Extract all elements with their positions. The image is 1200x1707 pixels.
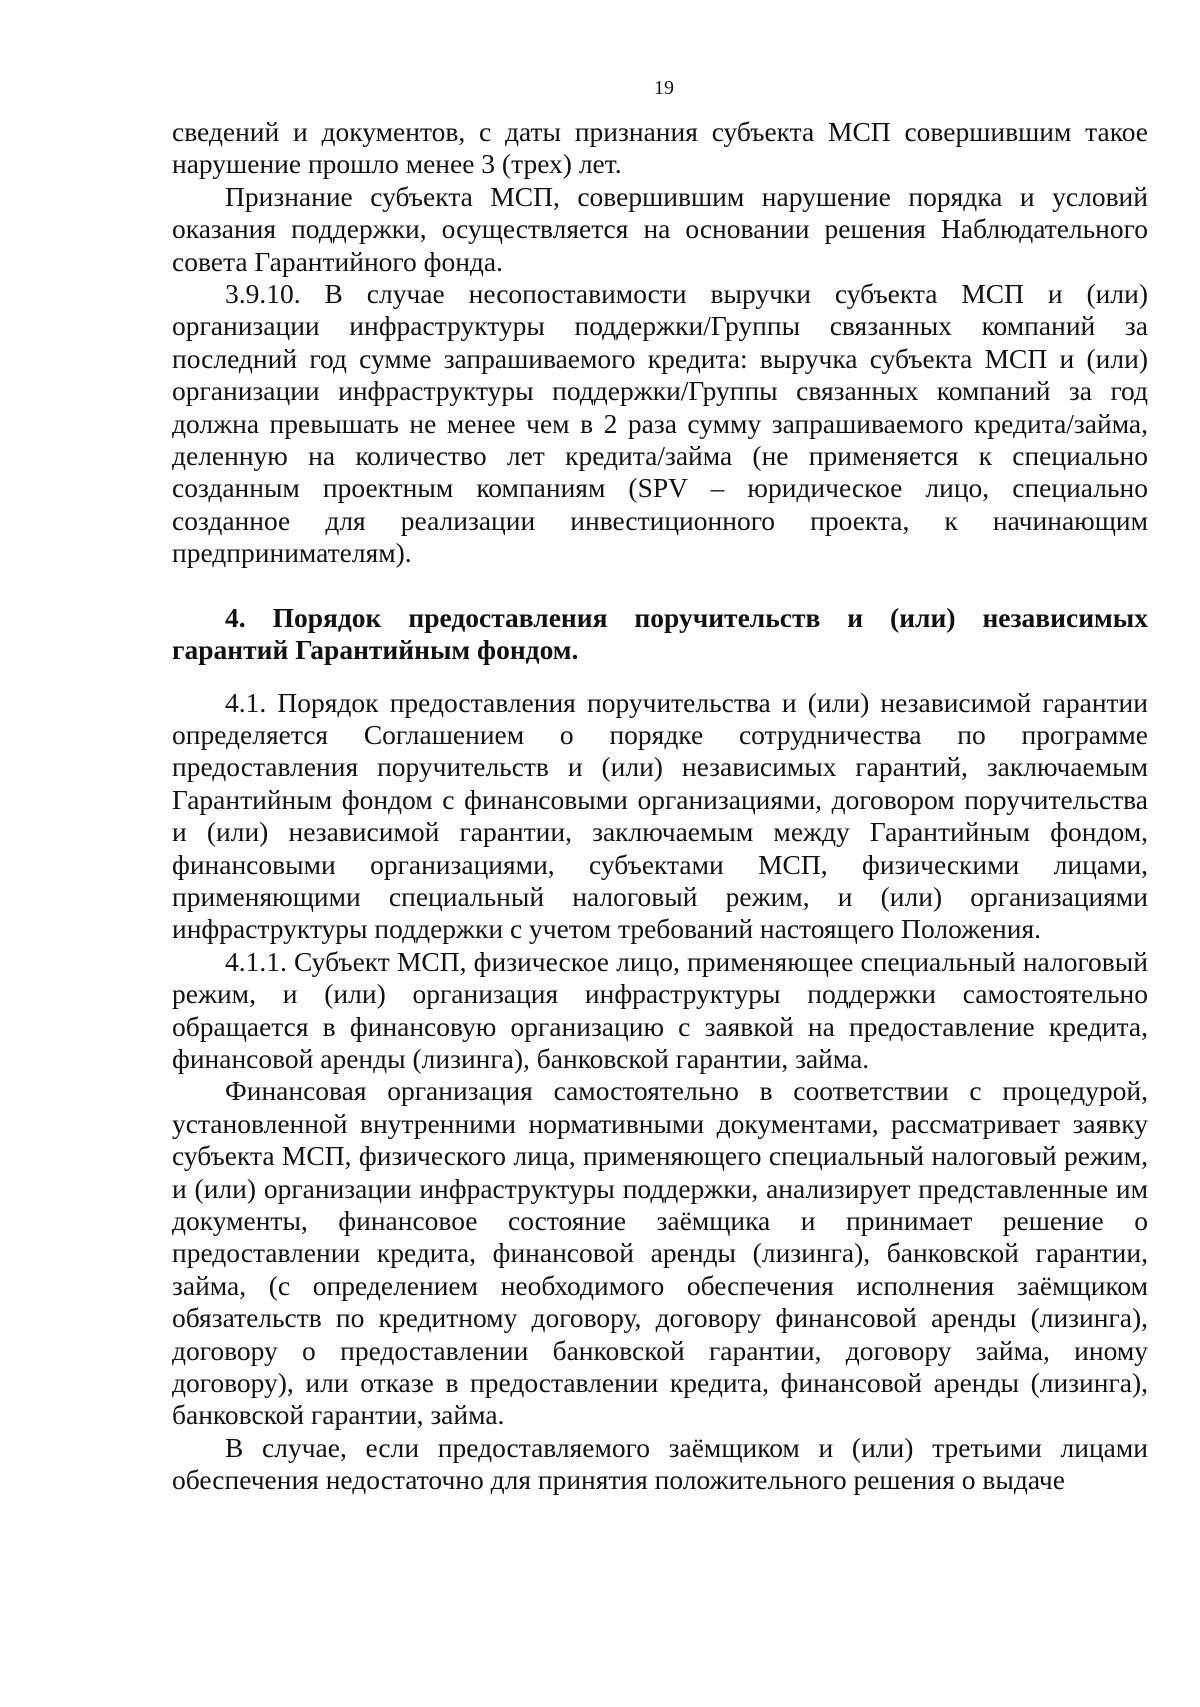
paragraph-4-1: 4.1. Порядок предоставления поручительства и (или) независимой гарантии определяется Соглашением о порядке сотрудничества по программе предоставления поручительств и (или) независимых гарантий, заключаемым Гарантийным фондом с финансовыми организациями, договором поручительства и (или) независимой гарантии, заключаемым между Гарантийным фондом, финансовыми организациями, субъектами МСП, физическими лицами, применяющими специальный налоговый режим, и (или) организациями инфраструктуры поддержки с учетом требований настоящего Положения. xyxy=(172,686,1148,945)
section-heading-4: 4. Порядок предоставления поручительств и (или) независимых гарантий Гарантийным фондом. xyxy=(172,601,1148,666)
paragraph-4-1-1: 4.1.1. Субъект МСП, физическое лицо, применяющее специальный налоговый режим, и (или) организация инфраструктуры поддержки самостоятельно обращается в финансовую организацию с заявкой на предоставление кредита, финансовой аренды (лизинга), банковской гарантии, займа. xyxy=(172,945,1148,1074)
paragraph-financial-organization: Финансовая организация самостоятельно в соответствии с процедурой, установленной внутренними нормативными документами, рассматривает заявку субъекта МСП, физического лица, применяющего специальный налоговый режим, и (или) организации инфраструктуры поддержки, анализирует представленные им документы, финансовое состояние заёмщика и принимает решение о предоставлении кредита, финансовой аренды (лизинга), банковской гарантии, займа, (с определением необходимого обеспечения исполнения заёмщиком обязательств по кредитному договору, договору финансовой аренды (лизинга), договору о предоставлении банковской гарантии, договору займа, иному договору), или отказе в предоставлении кредита, финансовой аренды (лизинга), банковской гарантии, займа. xyxy=(172,1075,1148,1431)
paragraph-3-9-10: 3.9.10. В случае несопоставимости выручки субъекта МСП и (или) организации инфраструктуры поддержки/Группы связанных компаний за последний год сумме запрашиваемого кредита: выручка субъекта МСП и (или) организации инфраструктуры поддержки/Группы связанных компаний за год должна превышать не менее чем в 2 раза сумму запрашиваемого кредита/займа, деленную на количество лет кредита/займа (не применяется к специально созданным проектным компаниям (SPV – юридическое лицо, специально созданное для реализации инвестиционного проекта, к начинающим предпринимателям). xyxy=(172,278,1148,569)
document-body xyxy=(172,116,1148,1497)
page-number: 19 xyxy=(654,77,674,99)
paragraph-continuation: сведений и документов, с даты признания субъекта МСП совершившим такое нарушение прошло менее 3 (трех) лет. xyxy=(172,116,1148,180)
paragraph-violation-recognition: Признание субъекта МСП, совершившим нарушение порядка и условий оказания поддержки, осуществляется на основании решения Наблюдательного совета Гарантийного фонда. xyxy=(172,180,1148,277)
paragraph-insufficient-collateral: В случае, если предоставляемого заёмщиком и (или) третьими лицами обеспечения недостаточно для принятия положительного решения о выдаче xyxy=(172,1431,1148,1496)
